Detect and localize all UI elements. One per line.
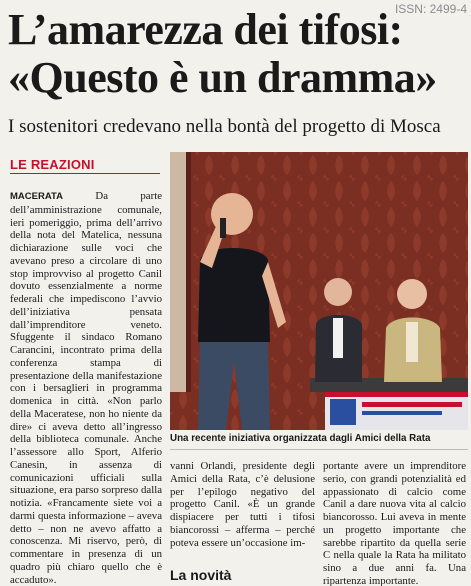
headline-line-2: «Questo è un dramma» [8, 53, 437, 102]
article-column-2 [170, 460, 315, 565]
headline-line-1: L’amarezza dei tifosi: [8, 5, 403, 54]
photo-illustration [170, 152, 468, 430]
article-column-1 [10, 190, 162, 585]
section-subheading: La novità [170, 567, 232, 583]
headline [8, 6, 468, 102]
article-photo [170, 152, 468, 430]
article-column-3 [323, 460, 466, 586]
article-column-1-text: Da parte dell’amministrazione comunale, ieri pomeriggio, prima dell’arrivo della nota del Matelica, nessuna dichiarazione sulle voci che avevano preso a circolare di uno stop improvviso al progetto Canil dovuto essenzialmente a norme federali che impediscono l’avvio dell’iniziativa pensata dall’imprenditore veneto. Sfuggente il sindaco Romano Carancini, incontrato prima della conferenza stampa di presentazione della manifestazione con i bersaglieri in programma domenica in città. «Non parlo della Maceratese, non ho niente da dire» ci aveva detto all’ingresso della biblioteca comunale. Anche l’assessore allo Sport, Alferio Canesin, in assenza di comunicazioni ufficiali sulla situazione, era parso sorpreso dalla notizia. «Francamente siete voi a darmi questa informazione – aveva detto – non ne avevo affatto a conoscenza. Mi riservo, però, di commentare in presenza di un quadro più chiaro quello che è accaduto». [10, 190, 162, 585]
caption-divider [170, 449, 468, 450]
article-column-3-text: portante avere un imprenditore serio, con grandi potenzialità ed appassionato di calcio come Canil a dare nuova vita al calcio biancorosso. Lui aveva in mente un progetto importante che sarebbe ripartito da quella serie C nella quale la Rata ha militato sino a due anni fa. Una ripartenza importante. [323, 460, 466, 586]
dateline: MACERATA [10, 191, 63, 202]
article-column-2-text: vanni Orlandi, presidente degli Amici della Rata, c’è delusione per l’epilogo negativo del progetto Canil. «È un grande dispiacere per tutti i tifosi biancorossi – afferma – perché poteva essere un’occasione im- [170, 460, 315, 549]
section-kicker: LE REAZIONI [10, 157, 95, 172]
kicker-divider [10, 173, 160, 174]
subtitle: I sostenitori credevano nella bontà del progetto di Mosca [8, 116, 441, 137]
issn-label: ISSN: 2499-4 [394, 2, 467, 16]
photo-caption: Una recente iniziativa organizzata dagli Amici della Rata [170, 433, 431, 444]
